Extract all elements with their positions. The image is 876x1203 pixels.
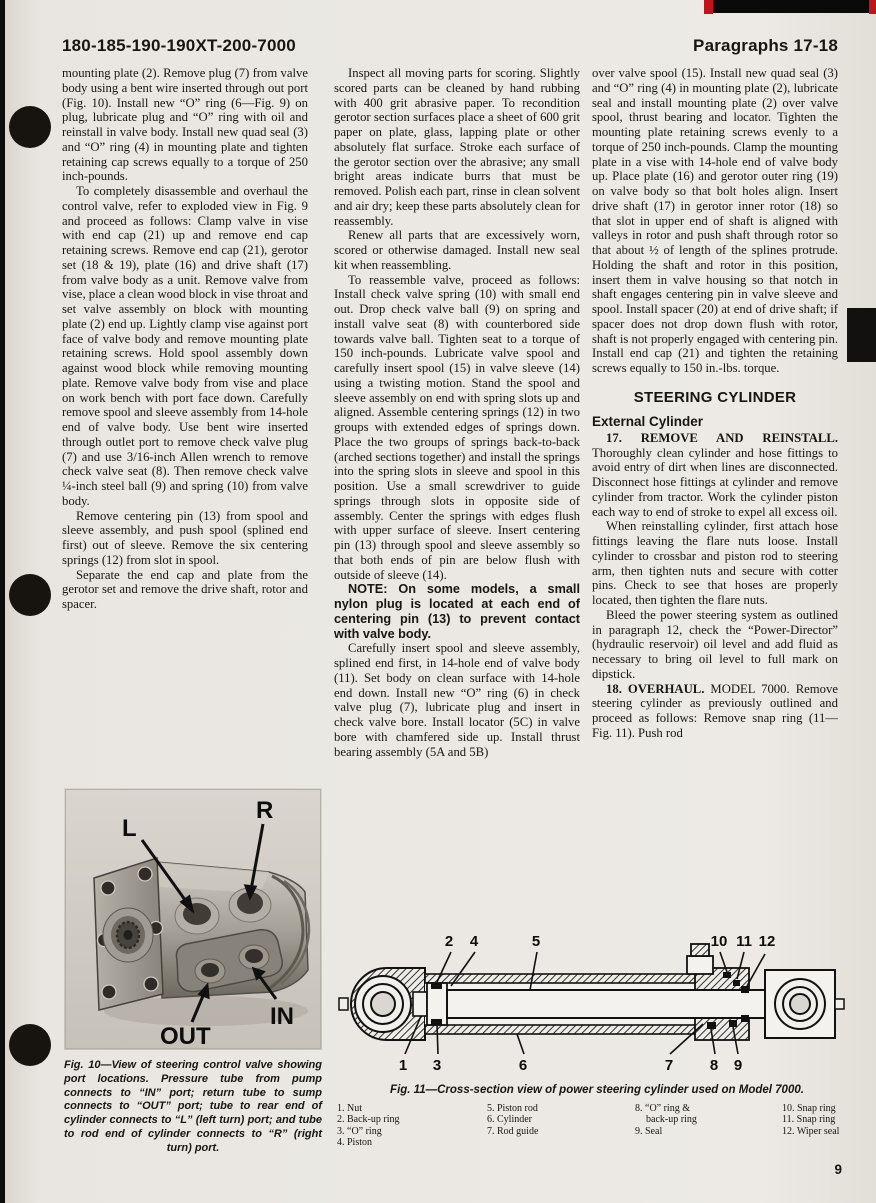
- text-column-3: [592, 66, 838, 741]
- parts-column: [487, 1103, 538, 1137]
- top-edge-red-mark: [869, 0, 876, 14]
- part-item: 6. Cylinder: [487, 1114, 532, 1126]
- callout-1: 1: [398, 1057, 408, 1074]
- part-item: 7. Rod guide: [487, 1125, 539, 1137]
- paragraph: When reinstalling cylinder, first attach hose fittings leaving the flare nuts loose. Install cylinder to crossbar and piston rod to steering arm, then tighten nuts and secure with cotter pins. Check to see that hoses are properly located, then tighten the flare nuts.: [592, 519, 838, 607]
- paragraph: Renew all parts that are excessively worn, scored or otherwise damaged. Install new seal kit when reassembling.: [334, 228, 580, 272]
- callout-7: 7: [664, 1057, 674, 1074]
- paragraph: To reassemble valve, proceed as follows: Install check valve spring (10) with small end out. Drop check valve ball (9) on spring and install valve seat (8) with counterbored side towards valve ball. Tighten seat to a torque of 150 inch-pounds. Lubricate valve spool and carefully insert spool (15) in valve sleeve (14) using a twisting motion. Stand the spool and sleeve assembly on end with spring slots up and aligned. Assemble centering springs (12) in two groups with extended edges of springs down. Place the two groups of springs back-to-back (arched sections together) and install the springs into the spring slots in sleeve and spool in this position. Use a small screwdriver to guide springs through slots in opposite side of assembly. Center the springs with edges flush with upper surface of sleeve. Insert centering pin (13) through spool and sleeve assembly so that both ends of pin are below flush with outside of sleeve (14).: [334, 272, 580, 582]
- paragraph: Remove centering pin (13) from spool and sleeve assembly, and push spool (splined end first) out of sleeve. Remove the six centering springs (12) from slot in spool.: [62, 508, 308, 567]
- paragraph-lead: 18. OVERHAUL.: [606, 681, 705, 696]
- paragraph: [592, 682, 838, 741]
- figure-10: [64, 788, 322, 1156]
- parts-column: [782, 1103, 839, 1137]
- callout-4: 4: [469, 933, 479, 950]
- figure-11-parts-legend: [337, 1103, 857, 1155]
- paragraph: To completely disassemble and overhaul the control valve, refer to exploded view in Fig. 9 and proceed as follows: Clamp valve in vise with end cap (21) up and remove end cap retaining screws. Remove end cap (21), gerotor set (18 & 19), plate (16) and drive shaft (17) from valve body as a unit. Remove valve from vise, place a clean wood block in vise throat and set valve assembly on block with mounting plate (2) end up. Lightly clamp vise against port face of valve body and remove mounting plate retaining screws. Hold spool assembly down against wood block while removing mounting plate. Remove valve body from vise and place on work bench with port face down. Carefully remove spool and sleeve assembly from 14-hole end of valve body. Use bent wire inserted through outlet port to remove check valve plug (7) and use 3/16-inch Allen wrench to remove check valve seat (8). Then remove check valve ¼-inch steel ball (9) and spring (10) from valve body.: [62, 184, 308, 508]
- figure-10-caption: Fig. 10—View of steering control valve showing port locations. Pressure tube from pump connects to “IN” port; return tube to sump connects to “OUT” port; tube to rear end of cylinder connects to “L” (left turn) port; and tube to rod end of cylinder connects to “R” (right turn) port.: [64, 1059, 322, 1154]
- port-label-OUT: OUT: [160, 1023, 211, 1050]
- paragraph: Inspect all moving parts for scoring. Slightly scored parts can be cleaned by hand rubbing with 400 grit abrasive paper. To recondition gerotor section surfaces place a sheet of 600 grit paper on plate, glass, lapping plate or other absolutely flat surface. Stroke each surface of the gerotor section over the abrasive; any small bright areas indicate burrs that must be removed. Polish each part, rinse in clean solvent and air dry; keep these parts absolutely clean for reassembly.: [334, 66, 580, 228]
- paragraph: over valve spool (15). Install new quad seal (3) and “O” ring (4) in mounting plate (2), lubricate seal and install mounting plate (2) over valve spool, thrust bearing and locator. Tighten the mounting plate retaining screws evenly to a torque of 250 inch-pounds. Clamp the mounting plate in a vise with 14-hole end of valve body up. Place plate (16) and gerotor outer ring (19) on valve body so that bolt holes align. Insert drive shaft (17) in gerotor inner rotor (18) so that slot in upper end of shaft is aligned with valleys in rotor and push shaft through rotor so that about ½ of length of the splines protrude. Holding the shaft and rotor in this position, insert them in valve housing so that notch in shaft engages centering pin in valve sleeve and spool. Install spacer (20) at end of drive shaft; if spacer does not drop down flush with rotor, shaft is not properly engaged with centering pin. Install end cap (21) and tighten the retaining screws equally to 150 in.-lbs. torque.: [592, 66, 838, 375]
- paragraph-text: Thoroughly clean cylinder and hose fittings to avoid entry of dirt when lines are disconnected. Disconnect hose fittings at cylinder and remove cylinder from tractor. Work the cylinder piston each way to end of stroke to expel all excess oil.: [592, 445, 838, 519]
- header-model-numbers: 180-185-190-190XT-200-7000: [62, 36, 296, 55]
- callout-11: 11: [736, 933, 752, 950]
- port-label-R: R: [256, 797, 274, 824]
- header-paragraph-range: Paragraphs 17-18: [693, 36, 838, 55]
- parts-column: [337, 1103, 400, 1149]
- callout-12: 12: [758, 933, 776, 950]
- parts-column: [635, 1103, 697, 1137]
- part-item: 11. Snap ring: [782, 1114, 836, 1126]
- part-item-continued: back-up ring: [646, 1114, 697, 1126]
- punch-hole: [9, 1024, 51, 1066]
- cylinder-cross-section-diagram: [337, 924, 857, 1076]
- paragraph-text: MODEL 7000.: [704, 681, 796, 696]
- paragraph: Carefully insert spool and sleeve assembly, splined end first, in 14-hole end of valve body (11). Set body on clean surface with 14-hole end down. Install new “O” ring (6) in check valve plug (7), lubricate plug and insert in check valve bore. Install locator (5C) in valve bore with chamfered side up. Install thrust bearing assembly (5A and 5B): [334, 641, 580, 759]
- punch-hole: [9, 106, 51, 148]
- part-item: 3. “O” ring: [337, 1125, 382, 1137]
- section-heading: STEERING CYLINDER: [633, 388, 797, 406]
- port-label-IN: IN: [270, 1003, 294, 1030]
- binding-edge: [0, 0, 5, 1203]
- sub-heading: External Cylinder: [592, 413, 704, 429]
- port-label-L: L: [122, 815, 137, 842]
- part-item: 8. “O” ring &: [635, 1103, 690, 1114]
- text-column-1: [62, 66, 308, 612]
- part-item: 5. Piston rod: [487, 1103, 538, 1114]
- part-item: 2. Back-up ring: [337, 1114, 400, 1126]
- steering-valve-photo: [64, 788, 322, 1050]
- part-item: 4. Piston: [337, 1137, 373, 1149]
- page-edge-tab: [847, 308, 876, 362]
- callout-8: 8: [709, 1057, 719, 1074]
- callout-2: 2: [444, 933, 454, 950]
- callout-3: 3: [432, 1057, 442, 1074]
- part-item: 12. Wiper seal: [782, 1125, 840, 1137]
- figure-11: [337, 924, 857, 1155]
- page-number: 9: [834, 1162, 842, 1177]
- top-edge-red-mark: [704, 0, 713, 14]
- part-item: 1. Nut: [337, 1103, 362, 1114]
- callout-6: 6: [518, 1057, 528, 1074]
- paragraph: Bleed the power steering system as outlined in paragraph 12, check the “Power-Director” (hydraulic reservoir) oil level and add fluid as necessary to bring oil level to full mark on dipstick.: [592, 607, 838, 681]
- paragraph: mounting plate (2). Remove plug (7) from valve body using a bent wire inserted through out port (Fig. 10). Install new “O” ring (6—Fig. 9) on plug, lubricate plug and “O” ring with oil and reinstall in valve body. Install new quad seal (3) and “O” ring (4) in mounting plate and tighten retaining cap screws equally to a torque of 250 inch-pounds.: [62, 66, 308, 184]
- text-column-2: [334, 66, 580, 759]
- figure-11-caption: Fig. 11—Cross-section view of power steering cylinder used on Model 7000.: [390, 1084, 804, 1096]
- punch-hole: [9, 574, 51, 616]
- paragraph-text: Remove steering cylinder as previously outlined and proceed as follows: Remove snap ring (11—Fig. 11). Push rod: [592, 681, 838, 740]
- part-item: 9. Seal: [635, 1125, 663, 1137]
- callout-5: 5: [531, 933, 541, 950]
- paragraph: Separate the end cap and plate from the gerotor set and remove the drive shaft, rotor and spacer.: [62, 567, 308, 611]
- paragraph: [592, 431, 838, 520]
- part-item: 10. Snap ring: [782, 1103, 836, 1114]
- callout-10: 10: [710, 933, 728, 950]
- paragraph-lead: 17. REMOVE AND REINSTALL.: [606, 430, 838, 445]
- callout-9: 9: [733, 1057, 743, 1074]
- note-paragraph: NOTE: On some models, a small nylon plug is located at each end of centering pin (13) to prevent contact with valve body.: [334, 582, 580, 641]
- top-edge-black-bar: [713, 0, 869, 13]
